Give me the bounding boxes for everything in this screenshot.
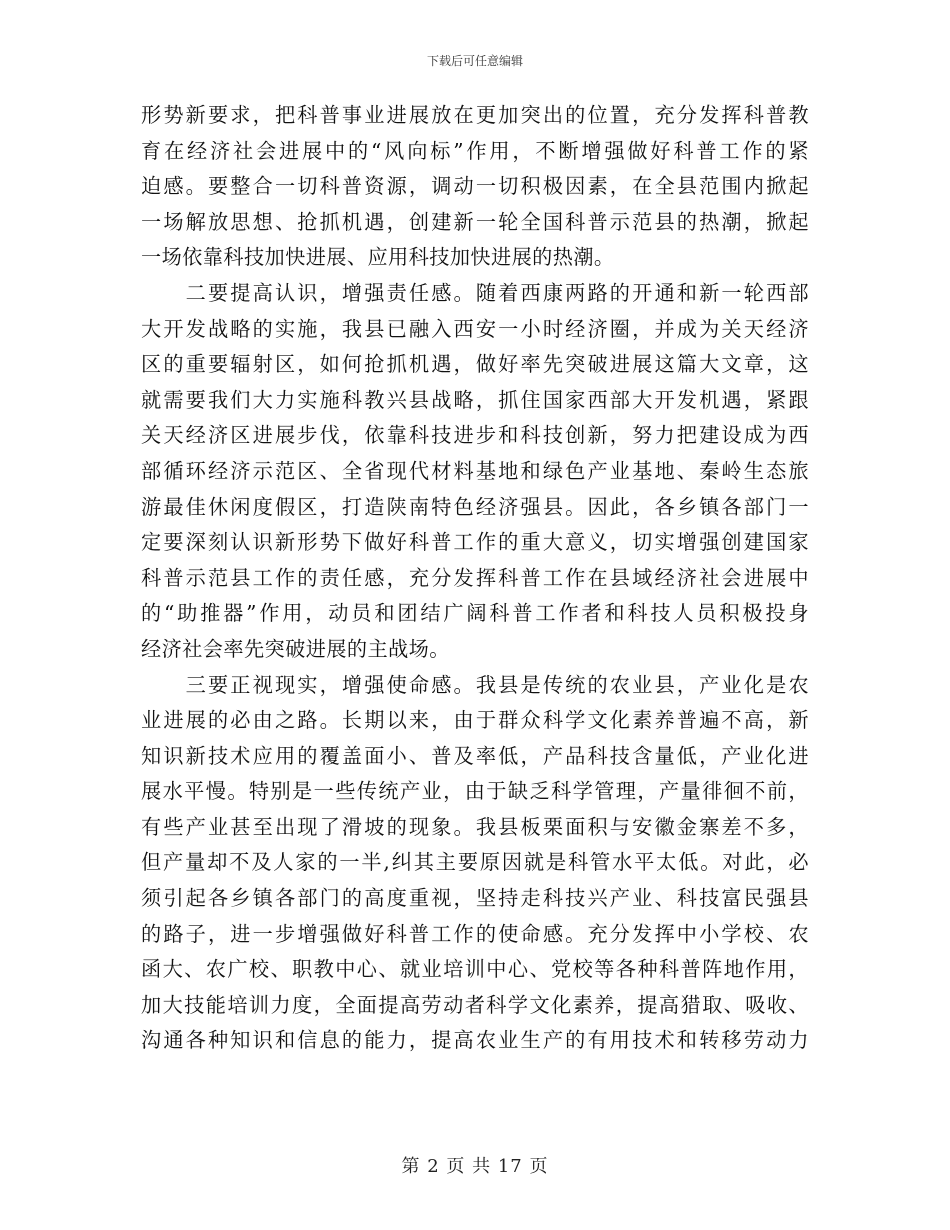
text-line: 业进展的必由之路。长期以来，由于群众科学文化素养普遍不高，新 xyxy=(141,708,809,733)
text-line: 部循环经济示范区、全省现代材料基地和绿色产业基地、秦岭生态旅 xyxy=(141,458,809,483)
text-line: 函大、农广校、职教中心、就业培训中心、党校等各种科普阵地作用， xyxy=(141,957,809,982)
paragraph-1 xyxy=(141,98,809,276)
text-line: 知识新技术应用的覆盖面小、普及率低，产品科技含量低，产业化进 xyxy=(141,743,809,768)
page-number-label: 第 2 页 共 17 页 xyxy=(401,1156,549,1177)
text-line: 沟通各种知识和信息的能力，提高农业生产的有用技术和转移劳动力 xyxy=(141,1028,809,1053)
text-line: 迫感。要整合一切科普资源，调动一切积极因素，在全县范围内掀起 xyxy=(141,174,809,199)
document-body xyxy=(141,98,809,1059)
text-line: 游最佳休闲度假区，打造陕南特色经济强县。因此，各乡镇各部门一 xyxy=(141,494,809,519)
text-line: 经济社会率先突破进展的主战场。 xyxy=(141,636,450,661)
text-line: 一场依靠科技加快进展、应用科技加快进展的热潮。 xyxy=(141,245,615,270)
text-line: 须引起各乡镇各部门的高度重视，坚持走科技兴产业、科技富民强县 xyxy=(141,886,809,911)
text-line: 关天经济区进展步伐，依靠科技进步和科技创新，努力把建设成为西 xyxy=(141,423,809,448)
text-line: 定要深刻认识新形势下做好科普工作的重大意义，切实增强创建国家 xyxy=(141,530,809,555)
text-line: 的“助推器”作用，动员和团结广阔科普工作者和科技人员积极投身 xyxy=(141,601,809,626)
text-line: 的路子，进一步增强做好科普工作的使命感。充分发挥中小学校、农 xyxy=(141,921,809,946)
text-line: 育在经济社会进展中的“风向标”作用，不断增强做好科普工作的紧 xyxy=(141,138,809,163)
page-header xyxy=(0,52,950,69)
text-line: 就需要我们大力实施科教兴县战略，抓住国家西部大开发机遇，紧跟 xyxy=(141,387,809,412)
text-line: 大开发战略的实施，我县已融入西安一小时经济圈，并成为关天经济 xyxy=(141,316,809,341)
text-line: 三要正视现实，增强使命感。我县是传统的农业县，产业化是农 xyxy=(141,672,809,697)
text-line: 但产量却不及人家的一半,纠其主要原因就是科管水平太低。对此，必 xyxy=(141,850,809,875)
header-note: 下载后可任意编辑 xyxy=(426,54,523,68)
text-line: 展水平慢。特别是一些传统产业，由于缺乏科学管理，产量徘徊不前， xyxy=(141,779,809,804)
paragraph-2 xyxy=(141,276,809,668)
text-line: 有些产业甚至出现了滑坡的现象。我县板栗面积与安徽金寨差不多， xyxy=(141,814,809,839)
text-line: 形势新要求，把科普事业进展放在更加突出的位置，充分发挥科普教 xyxy=(141,103,809,127)
text-line: 加大技能培训力度，全面提高劳动者科学文化素养，提高猎取、吸收、 xyxy=(141,992,809,1017)
paragraph-3 xyxy=(141,668,809,1060)
text-line: 一场解放思想、抢抓机遇，创建新一轮全国科普示范县的热潮，掀起 xyxy=(141,209,809,234)
text-line: 二要提高认识，增强责任感。随着西康两路的开通和新一轮西部 xyxy=(141,280,809,305)
page-footer xyxy=(0,1152,950,1178)
text-line: 科普示范县工作的责任感，充分发挥科普工作在县域经济社会进展中 xyxy=(141,565,809,590)
text-line: 区的重要辐射区，如何抢抓机遇，做好率先突破进展这篇大文章，这 xyxy=(141,352,809,377)
